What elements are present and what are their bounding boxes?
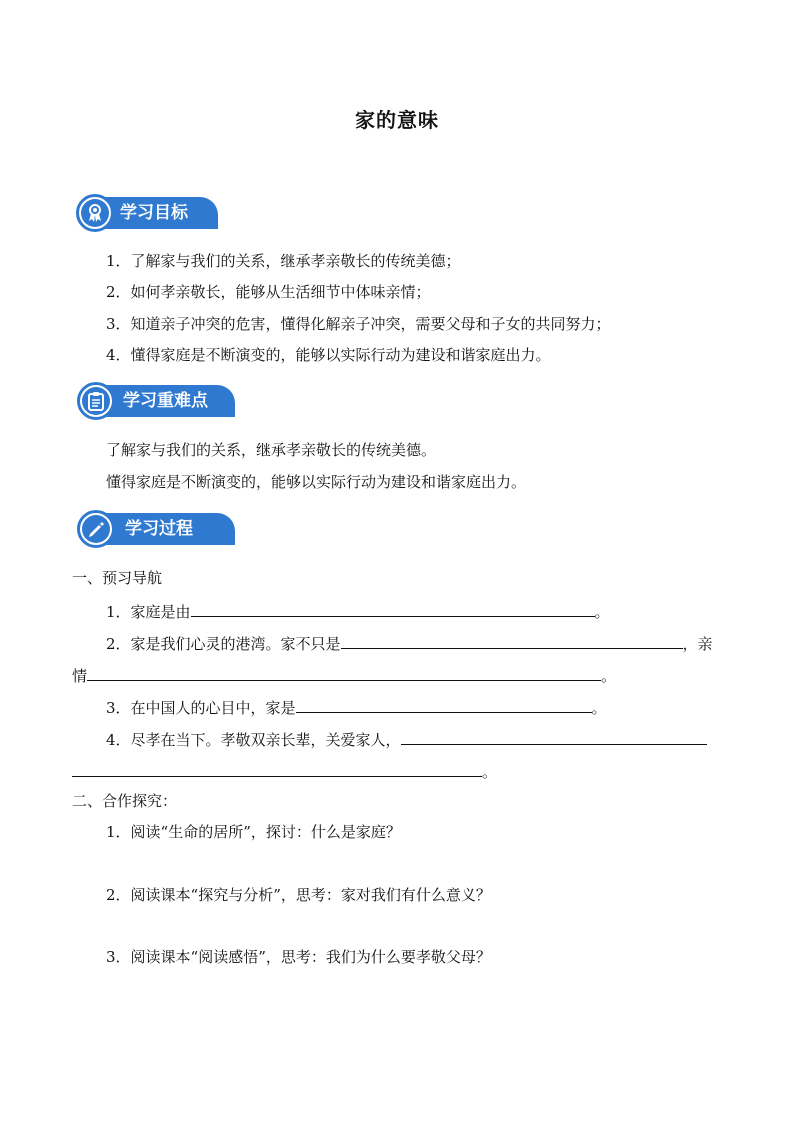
answer-blank-4b[interactable] xyxy=(72,760,482,777)
explore-item-2: 2．阅读课本“探究与分析”，思考：家对我们有什么意义？ xyxy=(106,886,491,904)
section-heading-process: 学习过程 xyxy=(125,519,193,539)
award-ribbon-icon xyxy=(76,194,114,232)
preview-question-3 xyxy=(106,696,607,718)
keypoint-item-2: 懂得家庭是不断演变的，能够以实际行动为建设和谐家庭出力。 xyxy=(106,473,527,491)
pencil-icon xyxy=(77,510,115,548)
preview-q2-cont-prefix: 情 xyxy=(72,667,88,685)
preview-q2-suffix: ，亲 xyxy=(682,635,713,653)
preview-q3-prefix: 3．在中国人的心目中，家是 xyxy=(106,699,296,717)
keypoint-item-1: 了解家与我们的关系，继承孝亲敬长的传统美德。 xyxy=(106,441,437,459)
preview-q1-suffix: 。 xyxy=(594,603,610,621)
goal-item-2: 2．如何孝亲敬长，能够从生活细节中体味亲情； xyxy=(106,283,431,301)
section-heading-keypoints: 学习重难点 xyxy=(123,391,208,411)
answer-blank-3[interactable] xyxy=(296,696,592,713)
preview-q2-prefix: 2．家是我们心灵的港湾。家不只是 xyxy=(106,635,341,653)
section-banner-process xyxy=(77,510,235,550)
answer-blank-4a[interactable] xyxy=(401,728,707,745)
preview-question-4-cont xyxy=(72,760,497,782)
goal-item-4: 4．懂得家庭是不断演变的，能够以实际行动为建设和谐家庭出力。 xyxy=(106,346,551,364)
preview-question-2 xyxy=(106,632,713,654)
explore-heading: 二、合作探究： xyxy=(72,792,178,810)
preview-question-1 xyxy=(106,600,610,622)
preview-q1-prefix: 1．家庭是由 xyxy=(106,603,191,621)
goal-item-3: 3．知道亲子冲突的危害，懂得化解亲子冲突，需要父母和子女的共同努力； xyxy=(106,315,611,333)
preview-q2-cont-suffix: 。 xyxy=(601,667,617,685)
preview-q4-cont-suffix: 。 xyxy=(482,763,498,781)
answer-blank-2a[interactable] xyxy=(341,632,683,649)
explore-item-3: 3．阅读课本“阅读感悟”，思考：我们为什么要孝敬父母？ xyxy=(106,948,491,966)
answer-blank-2b[interactable] xyxy=(87,664,601,681)
explore-item-1: 1．阅读“生命的居所”，探讨：什么是家庭？ xyxy=(106,823,401,841)
clipboard-checklist-icon xyxy=(77,382,115,420)
answer-blank-1[interactable] xyxy=(191,600,595,617)
preview-question-4 xyxy=(106,728,707,750)
section-banner-goals xyxy=(76,194,218,234)
goal-item-1: 1．了解家与我们的关系，继承孝亲敬长的传统美德； xyxy=(106,252,461,270)
preview-q3-suffix: 。 xyxy=(591,699,607,717)
preview-heading: 一、预习导航 xyxy=(72,569,163,587)
page-title: 家的意味 xyxy=(355,108,439,132)
section-heading-goals: 学习目标 xyxy=(120,203,188,223)
preview-question-2-cont xyxy=(72,664,616,686)
section-banner-keypoints xyxy=(77,382,235,422)
preview-q4-prefix: 4．尽孝在当下。孝敬双亲长辈，关爱家人， xyxy=(106,731,401,749)
